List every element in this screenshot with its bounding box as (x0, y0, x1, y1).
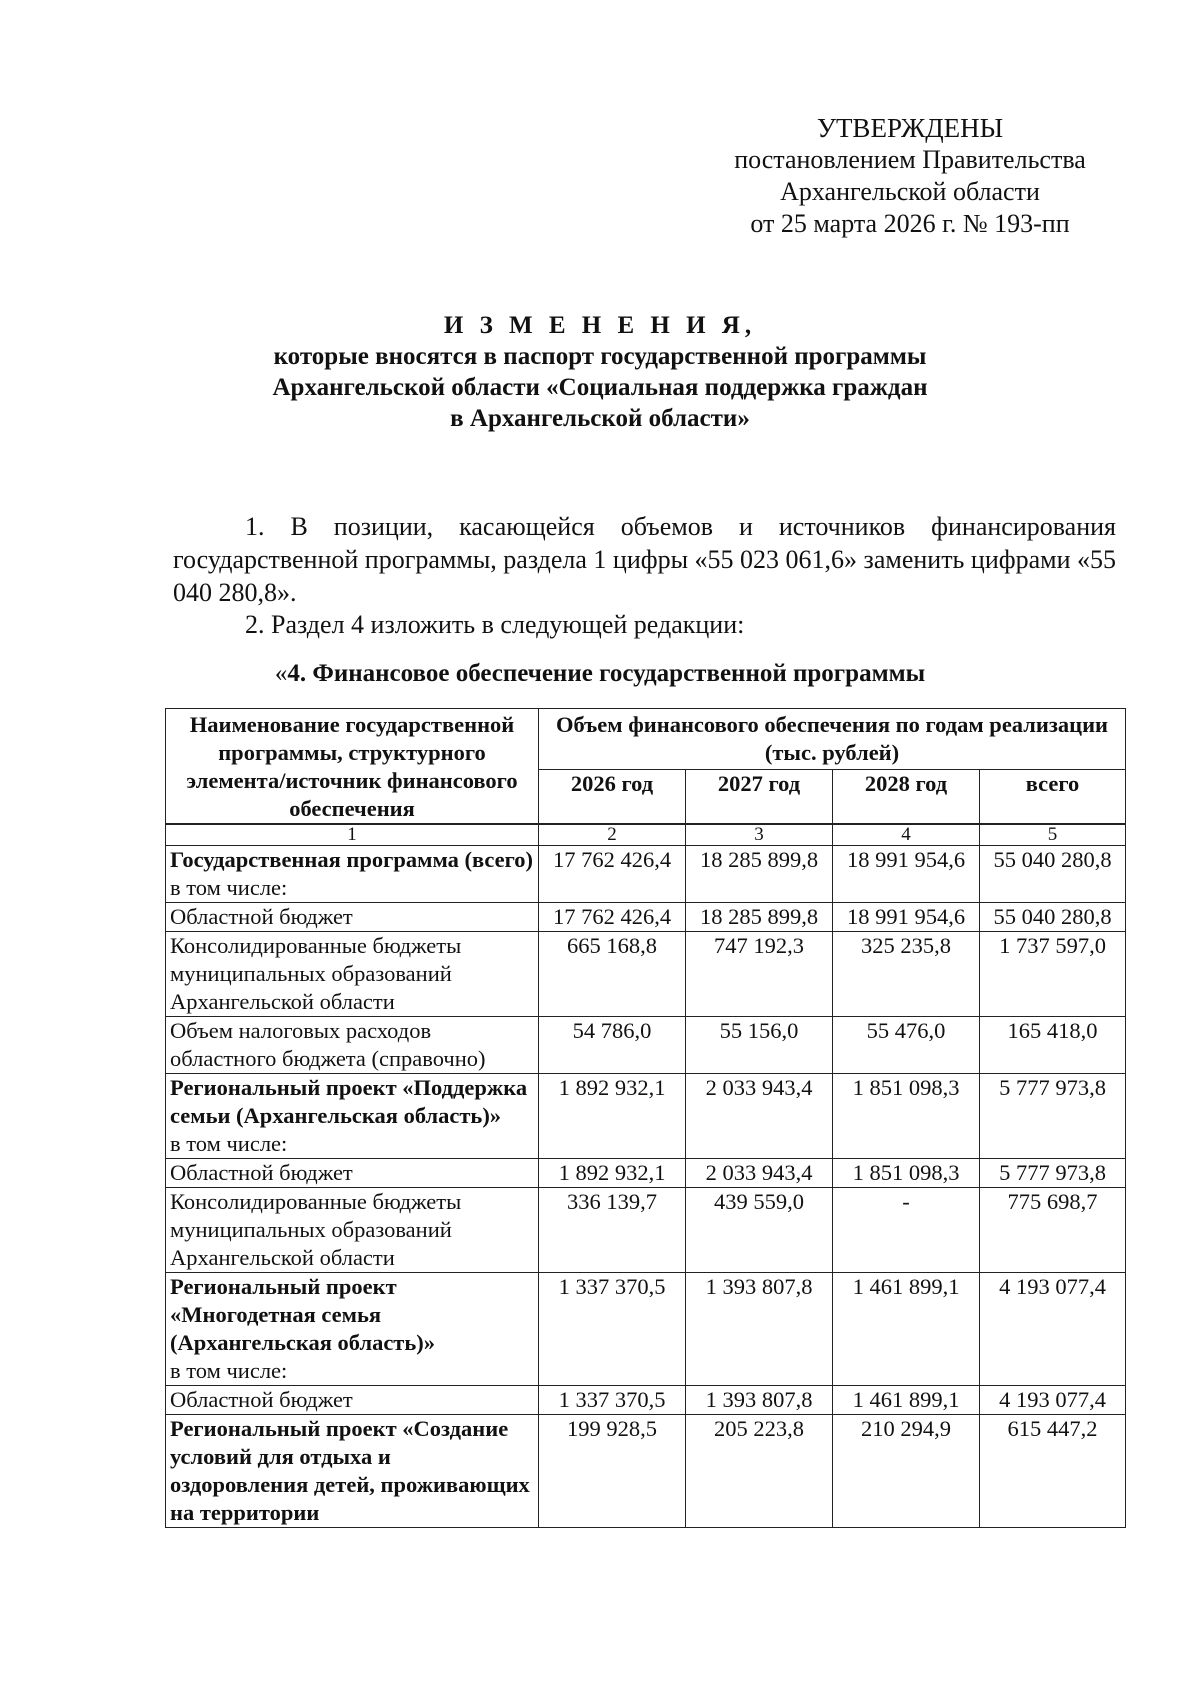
row-label (166, 1273, 539, 1386)
value-2026: 17 762 426,4 (539, 903, 686, 932)
value-2026: 665 168,8 (539, 932, 686, 1017)
table-row (166, 1159, 1126, 1188)
value-2027: 18 285 899,8 (686, 846, 833, 903)
value-total: 4 193 077,4 (980, 1273, 1126, 1386)
row-bold-label: Региональный проект «Создание условий для отдыха и оздоровления детей, проживающих на территории (170, 1416, 530, 1525)
index-cell: 4 (833, 824, 980, 846)
row-sub-label: в том числе: (170, 875, 288, 900)
value-2027: 747 192,3 (686, 932, 833, 1017)
approval-line-2: Архангельской области (780, 177, 1040, 206)
index-cell: 5 (980, 824, 1126, 846)
value-2026: 1 892 932,1 (539, 1074, 686, 1159)
value-total: 55 040 280,8 (980, 903, 1126, 932)
value-2027: 439 559,0 (686, 1188, 833, 1273)
header-year-2026: 2026 год (539, 769, 686, 824)
value-2028: - (833, 1188, 980, 1273)
value-2028: 325 235,8 (833, 932, 980, 1017)
value-2028: 1 851 098,3 (833, 1074, 980, 1159)
table-row (166, 1074, 1126, 1159)
heading-line-1: которые вносятся в паспорт государственной программы (273, 343, 927, 370)
value-2028: 18 991 954,6 (833, 903, 980, 932)
section-open-quote: « (274, 660, 288, 687)
row-label: Консолидированные бюджеты муниципальных образований Архангельской области (166, 932, 539, 1017)
header-volume: Объем финансового обеспечения по годам реализации (тыс. рублей) (539, 709, 1126, 770)
header-total: всего (980, 769, 1126, 824)
table-row (166, 903, 1126, 932)
value-total: 55 040 280,8 (980, 846, 1126, 903)
row-sub-label: в том числе: (170, 1131, 288, 1156)
row-label (166, 1074, 539, 1159)
header-name-col: Наименование государственной программы, структурного элемента/источник финансового обеспечения (166, 709, 539, 825)
table-row (166, 1273, 1126, 1386)
approval-title: УТВЕРЖДЕНЫ (816, 113, 1004, 143)
row-bold-label: Региональный проект «Поддержка семьи (Архангельская область)» (170, 1075, 528, 1128)
table-row (166, 1386, 1126, 1415)
value-2028: 55 476,0 (833, 1017, 980, 1074)
value-2027: 18 285 899,8 (686, 903, 833, 932)
value-2027: 1 393 807,8 (686, 1386, 833, 1415)
header-year-2027: 2027 год (686, 769, 833, 824)
approval-line-3: от 25 марта 2026 г. № 193-пп (750, 209, 1070, 238)
value-2027: 205 223,8 (686, 1415, 833, 1528)
paragraph-2: 2. Раздел 4 изложить в следующей редакции: (245, 610, 745, 639)
table-row (166, 1188, 1126, 1273)
table-row (166, 1017, 1126, 1074)
value-2028: 1 461 899,1 (833, 1386, 980, 1415)
row-label: Областной бюджет (166, 1159, 539, 1188)
value-total: 4 193 077,4 (980, 1386, 1126, 1415)
row-label: Областной бюджет (166, 1386, 539, 1415)
financing-table (165, 708, 1126, 1528)
table-row (166, 932, 1126, 1017)
row-label: Областной бюджет (166, 903, 539, 932)
section-title (0, 658, 1200, 690)
value-2026: 54 786,0 (539, 1017, 686, 1074)
value-2026: 17 762 426,4 (539, 846, 686, 903)
value-2026: 336 139,7 (539, 1188, 686, 1273)
row-sub-label: в том числе: (170, 1358, 288, 1383)
value-2026: 1 337 370,5 (539, 1386, 686, 1415)
value-total: 5 777 973,8 (980, 1159, 1126, 1188)
value-2026: 199 928,5 (539, 1415, 686, 1528)
value-total: 165 418,0 (980, 1017, 1126, 1074)
heading-line-2: Архангельской области «Социальная поддержка граждан (272, 374, 928, 401)
index-cell: 2 (539, 824, 686, 846)
table-index-row (166, 824, 1126, 846)
header-year-2028: 2028 год (833, 769, 980, 824)
value-total: 615 447,2 (980, 1415, 1126, 1528)
row-label: Объем налоговых расходов областного бюджета (справочно) (166, 1017, 539, 1074)
value-2026: 1 892 932,1 (539, 1159, 686, 1188)
heading-line-3: в Архангельской области» (450, 405, 750, 432)
approval-line-1: постановлением Правительства (734, 145, 1086, 174)
value-2028: 1 851 098,3 (833, 1159, 980, 1188)
value-2028: 210 294,9 (833, 1415, 980, 1528)
table-row (166, 1415, 1126, 1528)
heading-title: И З М Е Н Е Н И Я, (443, 312, 757, 339)
row-bold-label: Региональный проект «Многодетная семья (Архангельская область)» (170, 1274, 436, 1355)
document-heading (0, 310, 1200, 434)
value-total: 5 777 973,8 (980, 1074, 1126, 1159)
row-bold-label: Государственная программа (всего) (170, 847, 534, 872)
paragraph-1: 1. В позиции, касающейся объемов и источников финансирования государственной программы, раздела 1 цифры «55 023 061,6» заменить цифрами «55 040 280,8». (173, 512, 1116, 607)
value-2026: 1 337 370,5 (539, 1273, 686, 1386)
value-2027: 55 156,0 (686, 1017, 833, 1074)
row-label (166, 1415, 539, 1528)
section-title-text: 4. Финансовое обеспечение государственной программы (287, 660, 926, 687)
index-cell: 1 (166, 824, 539, 846)
approval-block (700, 112, 1120, 240)
value-2027: 1 393 807,8 (686, 1273, 833, 1386)
table-row (166, 846, 1126, 903)
index-cell: 3 (686, 824, 833, 846)
value-total: 1 737 597,0 (980, 932, 1126, 1017)
value-2027: 2 033 943,4 (686, 1074, 833, 1159)
table-header-row (166, 709, 1126, 770)
value-2027: 2 033 943,4 (686, 1159, 833, 1188)
value-2028: 18 991 954,6 (833, 846, 980, 903)
value-total: 775 698,7 (980, 1188, 1126, 1273)
value-2028: 1 461 899,1 (833, 1273, 980, 1386)
row-label (166, 846, 539, 903)
row-label: Консолидированные бюджеты муниципальных образований Архангельской области (166, 1188, 539, 1273)
